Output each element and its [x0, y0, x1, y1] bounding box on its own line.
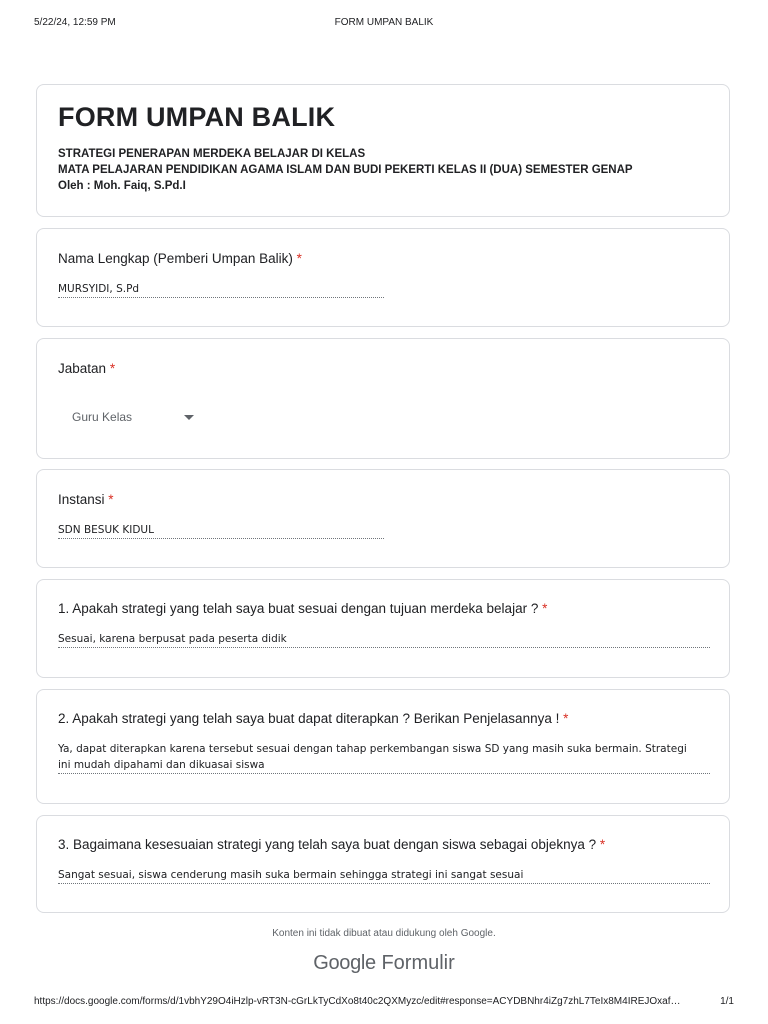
question-card-1	[36, 579, 730, 678]
question-card-nama	[36, 228, 730, 327]
dropdown-selected-value: Guru Kelas	[72, 410, 133, 424]
brand-google: Google	[313, 952, 376, 974]
brand-product: Formulir	[381, 952, 455, 974]
question-card-2	[36, 689, 730, 804]
question-card-3	[36, 815, 730, 913]
answer-underline	[58, 773, 710, 774]
nama-answer[interactable]: MURSYIDI, S.Pd	[58, 283, 140, 295]
google-forms-logo	[0, 952, 768, 975]
q2-answer-line[interactable]: Ya, dapat diterapkan karena tersebut sesuai dengan tahap perkembangan siswa SD yang masih suka bermain. Strategi	[58, 743, 687, 755]
instansi-answer[interactable]: SDN BESUK KIDUL	[58, 524, 154, 536]
jabatan-dropdown[interactable]	[72, 409, 197, 427]
answer-underline	[58, 297, 384, 298]
question-text: Jabatan	[58, 361, 107, 376]
google-disclaimer: Konten ini tidak dibuat atau didukung oleh Google.	[272, 928, 496, 939]
required-marker: *	[296, 251, 302, 266]
q2-answer-line[interactable]: ini mudah dipahami dan dikuasai siswa	[58, 759, 265, 771]
required-marker: *	[109, 361, 116, 376]
required-marker: *	[563, 711, 569, 726]
question-text: 1. Apakah strategi yang telah saya buat sesuai dengan tujuan merdeka belajar ?	[58, 601, 539, 616]
form-title: FORM UMPAN BALIK	[58, 102, 336, 132]
form-header-card	[36, 84, 730, 217]
q3-answer[interactable]: Sangat sesuai, siswa cenderung masih suka bermain sehingga strategi ini sangat sesuai	[58, 869, 524, 881]
required-marker: *	[542, 601, 548, 616]
print-page-number: 1/1	[720, 996, 734, 1007]
answer-underline	[58, 647, 710, 648]
print-header	[34, 17, 734, 31]
question-text: Instansi	[58, 492, 105, 507]
form-description-line: STRATEGI PENERAPAN MERDEKA BELAJAR DI KELAS	[58, 148, 366, 160]
print-date: 5/22/24, 12:59 PM	[34, 17, 116, 28]
answer-underline	[58, 538, 384, 539]
question-label	[58, 711, 568, 726]
question-card-jabatan	[36, 338, 730, 459]
answer-underline	[58, 883, 710, 884]
form-description-line: MATA PELAJARAN PENDIDIKAN AGAMA ISLAM DAN BUDI PEKERTI KELAS II (DUA) SEMESTER GENAP	[58, 164, 633, 176]
print-title: FORM UMPAN BALIK	[334, 17, 434, 28]
question-text: Nama Lengkap (Pemberi Umpan Balik)	[58, 251, 293, 266]
question-label	[58, 601, 547, 616]
question-label	[58, 251, 302, 266]
question-text: 2. Apakah strategi yang telah saya buat dapat diterapkan ? Berikan Penjelasannya !	[58, 711, 560, 726]
question-label	[58, 361, 115, 376]
print-url: https://docs.google.com/forms/d/1vbhY29O4iHzlp-vRT3N-cGrLkTyCdXo8t40c2QXMyzc/edit#response=ACYDBNhr4iZg7zhL7TeIx8M4IREJOxaf…	[34, 996, 681, 1007]
print-footer	[34, 996, 734, 1010]
dropdown-arrow-icon	[184, 415, 194, 420]
question-label	[58, 837, 605, 852]
question-text: 3. Bagaimana kesesuaian strategi yang telah saya buat dengan siswa sebagai objeknya ?	[58, 837, 597, 852]
question-label	[58, 492, 114, 507]
required-marker: *	[599, 837, 606, 852]
question-card-instansi	[36, 469, 730, 568]
required-marker: *	[108, 492, 114, 507]
form-description-line: Oleh : Moh. Faiq, S.Pd.I	[58, 180, 186, 192]
q1-answer[interactable]: Sesuai, karena berpusat pada peserta didik	[58, 633, 287, 645]
